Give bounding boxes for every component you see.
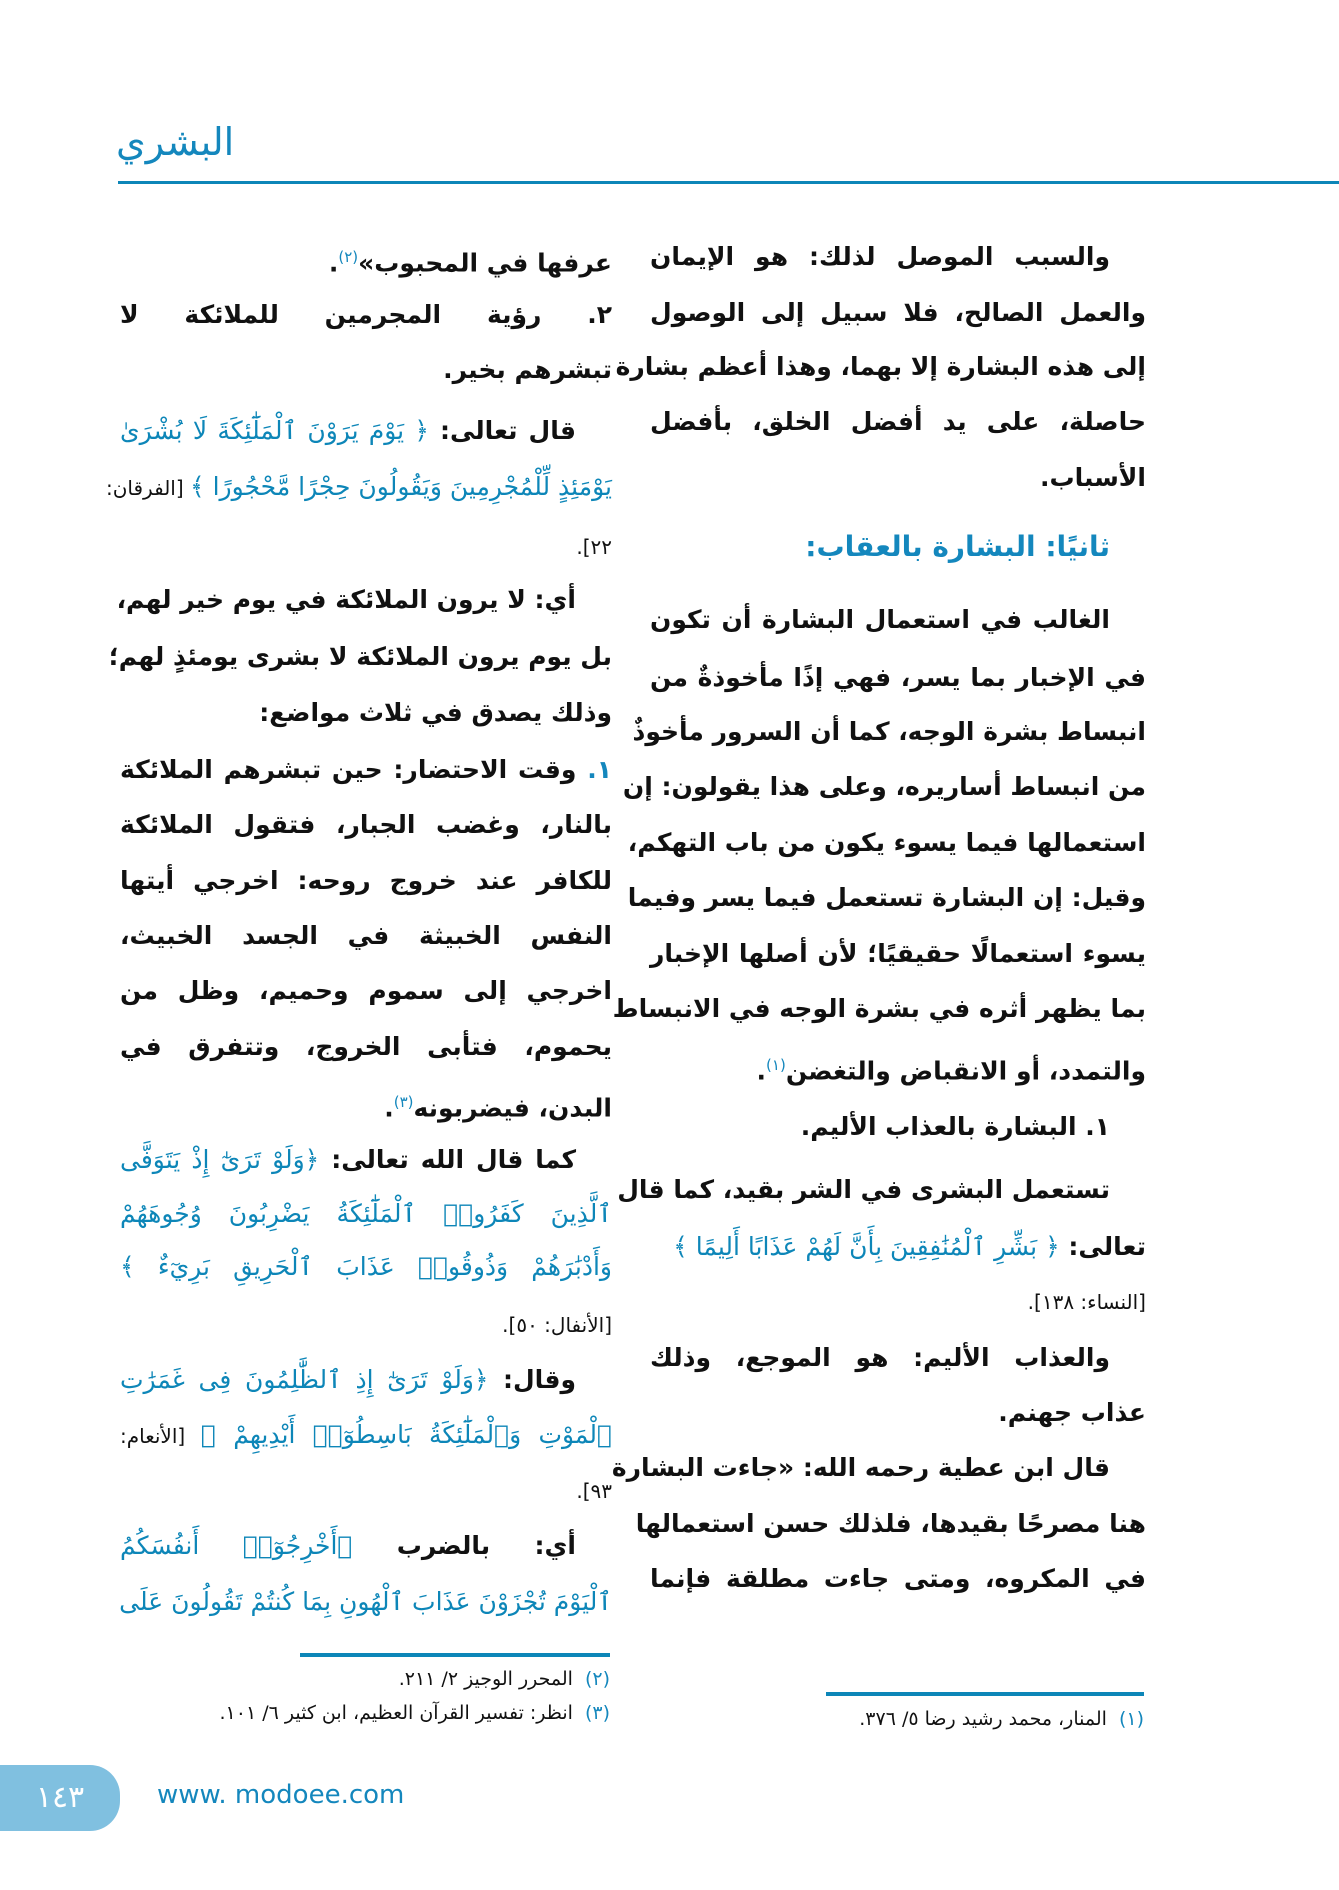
text-line <box>120 1135 612 1185</box>
quran-verse: يَوْمَئِذٍ لِّلْمُجْرِمِينَ وَيَقُولُونَ حِجْرًا مَّحْجُورًا ﴾ <box>190 472 612 501</box>
footnote-rule-left <box>300 1653 610 1657</box>
text-line <box>120 345 612 395</box>
text-segment: هنا مصرحًا بقيدها، فلذلك حسن استعمالها <box>635 1509 1146 1538</box>
text-line <box>650 1040 1146 1090</box>
text-line <box>120 290 612 340</box>
text-line <box>116 575 612 625</box>
text-line <box>622 762 1146 812</box>
footnote <box>859 1708 1144 1730</box>
quran-verse: ﴿أَخْرِجُوٓا۟ أَنفُسَكُمُ <box>120 1531 353 1560</box>
text-line <box>120 1355 612 1405</box>
footnote-number: (١) <box>1118 1708 1144 1730</box>
text-segment: وقال: <box>488 1365 576 1394</box>
text-line <box>650 1388 1146 1438</box>
text-line <box>650 1554 1146 1604</box>
text-segment: . <box>756 1056 767 1086</box>
text-segment: ثانيًا: البشارة بالعقاب: <box>805 530 1110 563</box>
text-segment: والتمدد، أو الانقباض والتغضن <box>785 1056 1146 1086</box>
text-line <box>650 453 1146 503</box>
text-segment: أي: بالضرب <box>352 1531 576 1560</box>
text-line <box>120 1022 612 1072</box>
quran-verse: ﴿وَلَوْ تَرَىٰٓ إِذْ يَتَوَفَّى <box>120 1145 320 1174</box>
text-segment: وقت الاحتضار: حين تبشرهم الملائكة <box>120 755 577 784</box>
text-segment: يحموم، فتأبى الخروج، وتتفرق في <box>120 1032 612 1061</box>
footnote-number: (٢) <box>584 1668 610 1690</box>
text-line <box>120 1577 612 1627</box>
text-segment: في المكروه، ومتى جاءت مطلقة فإنما <box>650 1564 1146 1593</box>
text-segment: حاصلة، على يد أفضل الخلق، بأفضل <box>650 407 1146 436</box>
text-line <box>650 1333 1146 1383</box>
website-link[interactable]: www. modoee.com <box>157 1780 405 1810</box>
text-line <box>650 232 1146 282</box>
text-segment: ٢. رؤية المجرمين للملائكة لا <box>120 300 612 329</box>
text-segment: إلى هذه البشارة إلا بهما، وهذا أعظم بشارة <box>615 352 1146 381</box>
verse-reference: [الفرقان: <box>105 476 191 500</box>
text-line <box>120 406 612 456</box>
quran-verse: ﴿ يَوْمَ يَرَوْنَ ٱلْمَلَٰٓئِكَةَ لَا بُشْرَىٰ <box>120 416 429 445</box>
text-segment: استعمالها فيما يسوء يكون من باب التهكم، <box>627 828 1146 857</box>
footnote <box>399 1668 610 1690</box>
text-segment: بالنار، وغضب الجبار، فتقول الملائكة <box>120 810 612 839</box>
text-segment: كما قال الله تعالى: <box>319 1145 576 1174</box>
text-segment: في الإخبار بما يسر، فهي إذًا مأخوذةٌ من <box>650 663 1146 692</box>
quran-verse: ٱلَّذِينَ كَفَرُوا۟ ٱلْمَلَٰٓئِكَةُ يَضْرِبُونَ وُجُوهَهُمْ <box>120 1199 612 1228</box>
text-segment: أي: لا يرون الملائكة في يوم خير لهم، <box>116 585 576 614</box>
footnote-text: المنار، محمد رشيد رضا ٥/ ٣٧٦. <box>859 1708 1107 1730</box>
footnote-text: انظر: تفسير القرآن العظيم، ابن كثير ٦/ ١٠١. <box>219 1702 573 1724</box>
text-line <box>120 1521 612 1571</box>
verse-reference: [الأنعام: <box>120 1424 201 1448</box>
text-line <box>650 397 1146 447</box>
running-header-title: البشري <box>116 120 235 164</box>
text-segment: بل يوم يرون الملائكة لا بشرى يومئذٍ لهم؛ <box>108 642 612 671</box>
text-segment: قال ابن عطية رحمه الله: «جاءت البشارة <box>611 1453 1110 1482</box>
text-line <box>120 1189 612 1239</box>
text-segment: اخرجي إلى سموم وحميم، وظل من <box>120 976 612 1005</box>
text-segment: النفس الخبيثة في الجسد الخبيث، <box>120 921 612 950</box>
quran-verse: وَأَدْبَٰرَهُمْ وَذُوقُوا۟ عَذَابَ ٱلْحَرِيقِ بَرِيٓءٌ ﴾ <box>120 1252 612 1281</box>
verse-reference: ٢٢]. <box>576 535 612 559</box>
text-line <box>120 1300 612 1350</box>
text-segment: والعمل الصالح، فلا سبيل إلى الوصول <box>650 298 1146 327</box>
text-line <box>650 653 1146 703</box>
footnote-number: (٣) <box>584 1702 610 1724</box>
text-segment: تبشرهم بخير. <box>443 355 612 384</box>
text-segment: [النساء: ١٣٨]. <box>1027 1290 1146 1314</box>
footnote-marker: (٢) <box>338 248 359 266</box>
text-line <box>120 800 612 850</box>
text-line <box>611 1443 1146 1493</box>
text-segment: تعالى: <box>1059 1232 1146 1261</box>
text-line <box>615 342 1146 392</box>
quran-verse: ﴿وَلَوْ تَرَىٰٓ إِذِ ٱلظَّٰلِمُونَ فِى غَمَرَٰتِ <box>120 1365 489 1394</box>
text-line <box>650 929 1146 979</box>
text-segment: البدن، فيضربونه <box>413 1093 612 1123</box>
text-line <box>627 873 1146 923</box>
text-line <box>632 707 1146 757</box>
text-segment: . <box>384 1093 394 1123</box>
text-line <box>120 522 612 572</box>
text-line <box>650 595 1146 645</box>
text-segment: وذلك يصدق في ثلاث مواضع: <box>259 698 612 727</box>
text-segment: تستعمل البشرى في الشر بقيد، كما قال <box>617 1175 1110 1204</box>
text-line <box>120 688 612 738</box>
text-line <box>120 966 612 1016</box>
text-line <box>120 856 612 906</box>
verse-reference: ٩٣]. <box>576 1479 612 1503</box>
text-segment: بما يظهر أثره في بشرة الوجه في الانبساط <box>612 994 1146 1023</box>
text-line <box>617 1165 1146 1215</box>
text-line <box>120 232 612 282</box>
page-number: ١٤٣ <box>0 1765 120 1831</box>
text-segment: الغالب في استعمال البشارة أن تكون <box>650 605 1110 634</box>
section-heading <box>650 522 1146 572</box>
text-segment: انبساط بشرة الوجه، كما أن السرور مأخوذٌ <box>632 717 1146 746</box>
text-line <box>650 288 1146 338</box>
quran-verse: ﴿ بَشِّرِ ٱلْمُنَٰفِقِينَ بِأَنَّ لَهُمْ عَذَابًا أَلِيمًا ﴾ <box>673 1232 1060 1261</box>
text-line <box>120 1077 612 1127</box>
header-rule <box>118 181 1339 184</box>
text-line <box>612 984 1146 1034</box>
text-line <box>120 911 612 961</box>
text-segment: قال تعالى: <box>429 416 576 445</box>
quran-verse: ٱلْمَوْتِ وَٱلْمَلَٰٓئِكَةُ بَاسِطُوٓا۟ أَيْدِيهِمْ ﴾ <box>200 1420 612 1449</box>
footnote <box>220 1702 611 1724</box>
text-line <box>650 1102 1146 1152</box>
text-segment: . <box>328 248 339 278</box>
verse-reference: [الأنفال: ٥٠]. <box>502 1313 612 1337</box>
text-segment: للكافر عند خروج روحه: اخرجي أيتها <box>120 866 612 895</box>
text-line <box>650 1222 1146 1272</box>
text-segment: من انبساط أساريره، وعلى هذا يقولون: إن <box>622 772 1146 801</box>
text-segment: يسوء استعمالًا حقيقيًا؛ لأن أصلها الإخبار <box>650 939 1146 968</box>
text-segment: والسبب الموصل لذلك: هو الإيمان <box>650 242 1110 271</box>
text-segment: والعذاب الأليم: هو الموجع، وذلك <box>650 1343 1110 1372</box>
text-line <box>120 1242 612 1292</box>
text-line <box>120 1466 612 1516</box>
footnote-text: المحرر الوجيز ٢/ ٢١١. <box>398 1668 573 1690</box>
text-line <box>120 745 612 795</box>
footnote-marker: (٣) <box>393 1093 414 1111</box>
text-line <box>627 818 1146 868</box>
text-segment: الأسباب. <box>1040 463 1146 492</box>
text-segment: وقيل: إن البشارة تستعمل فيما يسر وفيما <box>627 883 1146 912</box>
footnote-marker: (١) <box>766 1056 786 1074</box>
quran-verse: ٱلْيَوْمَ تُجْزَوْنَ عَذَابَ ٱلْهُونِ بِمَا كُنتُمْ تَقُولُونَ عَلَى <box>119 1587 612 1616</box>
text-segment: عذاب جهنم. <box>998 1398 1146 1427</box>
footnote-rule-right <box>826 1692 1144 1696</box>
text-line <box>108 632 612 682</box>
list-number: ١. <box>576 755 613 784</box>
text-line <box>635 1499 1146 1549</box>
text-line <box>120 1410 612 1460</box>
text-segment: عرفها في المحبوب» <box>358 248 612 278</box>
text-segment: ١. البشارة بالعذاب الأليم. <box>800 1112 1110 1141</box>
text-line <box>105 462 612 512</box>
text-line <box>650 1277 1146 1327</box>
